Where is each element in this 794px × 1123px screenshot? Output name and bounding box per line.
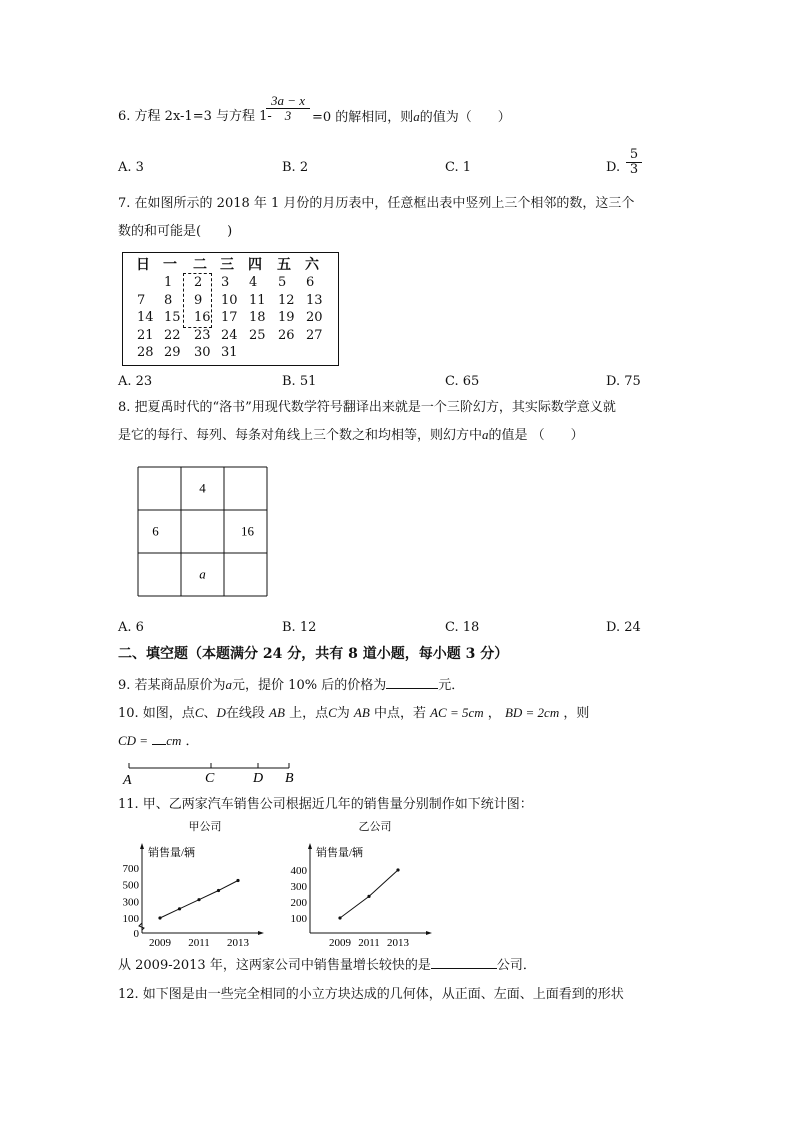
x-tick-label: 2013 — [227, 937, 249, 949]
q6-post2: 的值为（ ） — [419, 110, 511, 125]
q10-line1 — [118, 705, 589, 722]
magic-cell-value: 6 — [152, 523, 159, 539]
data-point — [236, 879, 239, 882]
q6-option-d-fraction — [626, 148, 642, 177]
calendar-day: 12 — [278, 292, 295, 308]
chart-title: 甲公司 — [188, 821, 222, 833]
q6-text — [118, 109, 272, 125]
calendar-header: 四 — [248, 257, 262, 273]
calendar-day: 11 — [249, 292, 266, 308]
calendar-header: 二 — [193, 257, 207, 273]
calendar-day: 15 — [164, 310, 181, 325]
q11-answer-blank[interactable] — [431, 968, 497, 969]
calendar-day: 16 — [194, 310, 211, 325]
y-tick-label: 100 — [122, 913, 139, 925]
q6-post1: =0 的解相同，则 — [312, 110, 414, 125]
q12-line1: 12. 如下图是由一些完全相同的小立方块达成的几何体，从正面、左面、上面看到的形状 — [118, 987, 624, 1002]
sales-charts — [110, 815, 450, 955]
q9-pre: 9. 若某商品原价为 — [118, 678, 226, 693]
q6-pre: 6. 方程 2x-1=3 与方程 1- — [118, 109, 272, 124]
t: cm — [166, 733, 182, 748]
q6-option-b[interactable]: B. 2 — [282, 160, 309, 175]
chart-title: 乙公司 — [358, 821, 392, 833]
point-d-label: D — [253, 771, 264, 786]
q6-option-c[interactable]: C. 1 — [445, 160, 472, 175]
q6-denominator: 3 — [284, 108, 292, 123]
q7-option-a[interactable]: A. 23 — [118, 374, 153, 389]
calendar-day: 21 — [137, 327, 154, 343]
y-axis-label: 销售量/辆 — [316, 847, 364, 859]
t: CD = — [118, 733, 149, 748]
data-point — [158, 916, 161, 919]
calendar-day: 28 — [137, 345, 154, 360]
x-axis-arrow — [426, 931, 432, 935]
t: C — [328, 705, 337, 720]
dashed-selection-box — [183, 273, 212, 328]
t: 10. 如图，点 — [118, 706, 195, 721]
data-point — [338, 916, 341, 919]
data-point — [178, 907, 181, 910]
y-tick-label: 500 — [122, 879, 139, 892]
q7-option-d[interactable]: D. 75 — [606, 374, 641, 389]
t: AB — [353, 705, 370, 720]
t: ． — [185, 734, 199, 749]
t: AC = 5cm — [430, 705, 484, 720]
q7-option-b[interactable]: B. 51 — [282, 374, 317, 389]
y-axis-label: 销售量/辆 — [148, 847, 196, 859]
t: 中点，若 — [373, 706, 426, 721]
calendar-day: 3 — [221, 275, 230, 290]
q6-numerator: 3a − x — [266, 94, 310, 109]
x-tick-label: 2011 — [188, 937, 210, 949]
t: C — [194, 705, 204, 720]
q8-line1: 8. 把夏禹时代的“洛书”用现代数学符号翻译出来就是一个三阶幻方，其实际数学意义就 — [118, 400, 616, 415]
calendar-header: 一 — [163, 257, 177, 273]
calendar-day: 24 — [221, 327, 238, 343]
q8-var: a — [482, 427, 489, 442]
q7-line2: 数的和可能是( ) — [118, 224, 233, 239]
t: 公司． — [496, 958, 536, 973]
y-tick-label: 400 — [290, 865, 307, 877]
q11-line1: 11. 甲、乙两家汽车销售公司根据近几年的销售量分别制作如下统计图： — [118, 797, 533, 812]
y-tick-label: 100 — [290, 913, 307, 925]
calendar-header: 三 — [220, 257, 234, 273]
q6-text-post — [312, 109, 511, 126]
q9 — [118, 677, 464, 694]
calendar-table — [122, 252, 339, 366]
y-axis-arrow — [308, 843, 312, 849]
calendar-day: 10 — [221, 292, 238, 308]
calendar-day: 27 — [306, 327, 323, 343]
calendar-day: 17 — [221, 310, 238, 325]
calendar-day: 25 — [249, 327, 266, 343]
y-tick-label: 0 — [133, 928, 139, 940]
q9-post: 元． — [438, 678, 465, 693]
y-tick-label: 200 — [290, 897, 307, 909]
q10-line2 — [118, 733, 199, 750]
calendar-day: 19 — [278, 310, 295, 325]
x-tick-label: 2009 — [329, 937, 351, 949]
section-heading: 二、填空题（本题满分 24 分，共有 8 道小题，每小题 3 分） — [118, 646, 509, 662]
q9-mid: 元，提价 10% 后的价格为 — [232, 678, 387, 693]
data-point — [396, 868, 399, 871]
y-tick-label: 300 — [122, 896, 139, 909]
x-axis-arrow — [258, 931, 264, 935]
calendar-header: 五 — [277, 257, 291, 273]
t: 从 2009-2013 年，这两家公司中销售量增长较快的是 — [118, 958, 431, 973]
magic-cell-value: a — [199, 566, 206, 582]
calendar-day: 18 — [249, 310, 266, 325]
q11-after — [118, 958, 536, 974]
calendar-day: 5 — [278, 275, 287, 290]
t: 上，点 — [289, 706, 329, 721]
t: ，则 — [563, 706, 590, 721]
y-tick-label: 700 — [122, 863, 139, 875]
data-point — [197, 898, 200, 901]
q9-var: a — [225, 677, 233, 692]
q6-var: a — [413, 109, 420, 124]
calendar-day: 4 — [249, 275, 258, 290]
q7-line1: 7. 在如图所示的 2018 年 1 月份的月历表中，任意框出表中竖列上三个相邻的数，这三个 — [118, 196, 635, 211]
magic-cell-value: 4 — [199, 480, 206, 496]
calendar-day: 6 — [306, 275, 315, 290]
calendar-day: 30 — [194, 345, 211, 360]
d-denominator: 3 — [629, 162, 639, 177]
point-b-label: B — [285, 771, 294, 786]
t: 在线段 — [225, 706, 265, 721]
point-c-label: C — [205, 771, 215, 786]
calendar-day: 2 — [194, 275, 203, 290]
calendar-day: 8 — [164, 292, 173, 308]
series-line — [340, 870, 398, 918]
q8-line2b: 的值是 （ ） — [488, 428, 584, 443]
q6-fraction — [266, 94, 310, 124]
y-tick-label: 300 — [290, 881, 307, 893]
magic-cell-value: 16 — [241, 523, 254, 539]
calendar-day: 26 — [278, 327, 295, 343]
calendar-day: 14 — [137, 310, 154, 325]
q8-option-b[interactable]: B. 12 — [282, 620, 317, 635]
t: BD = 2cm — [504, 705, 560, 720]
q8-option-d[interactable]: D. 24 — [606, 620, 641, 635]
data-point — [367, 895, 370, 898]
calendar-day: 1 — [164, 275, 173, 290]
calendar-day: 31 — [221, 345, 238, 360]
t: 、 — [203, 706, 217, 721]
calendar-header: 六 — [305, 257, 319, 273]
magic-square — [137, 466, 269, 598]
calendar-day: 22 — [164, 327, 181, 343]
d-numerator: 5 — [626, 148, 642, 163]
q6-option-d[interactable]: D. — [606, 160, 621, 175]
t: ， — [487, 706, 501, 721]
calendar-day: 20 — [306, 310, 323, 325]
calendar-day: 7 — [137, 292, 146, 308]
t: 为 — [336, 706, 350, 721]
x-tick-label: 2009 — [149, 937, 171, 949]
y-axis-arrow — [140, 843, 144, 849]
calendar-day: 9 — [194, 292, 203, 308]
t: AB — [269, 705, 285, 720]
x-tick-label: 2013 — [387, 937, 409, 949]
calendar-day: 29 — [164, 345, 181, 360]
point-a-label: A — [123, 773, 132, 788]
q9-answer-blank[interactable] — [386, 688, 438, 689]
q8-option-a[interactable]: A. 6 — [118, 620, 144, 635]
calendar-day: 23 — [194, 327, 211, 343]
q6-option-a[interactable]: A. 3 — [118, 160, 144, 175]
q7-option-c[interactable]: C. 65 — [445, 374, 480, 389]
line-segment-diagram — [118, 758, 308, 788]
calendar-day: 13 — [306, 292, 323, 308]
q8-option-c[interactable]: C. 18 — [445, 620, 480, 635]
q10-answer-blank[interactable] — [152, 744, 166, 745]
q8-line2a: 是它的每行、每列、每条对角线上三个数之和均相等，则幻方中 — [118, 428, 483, 443]
calendar-header: 日 — [136, 257, 150, 273]
t: D — [216, 705, 226, 720]
q8-line2 — [118, 427, 584, 444]
data-point — [217, 889, 220, 892]
x-tick-label: 2011 — [358, 937, 380, 949]
